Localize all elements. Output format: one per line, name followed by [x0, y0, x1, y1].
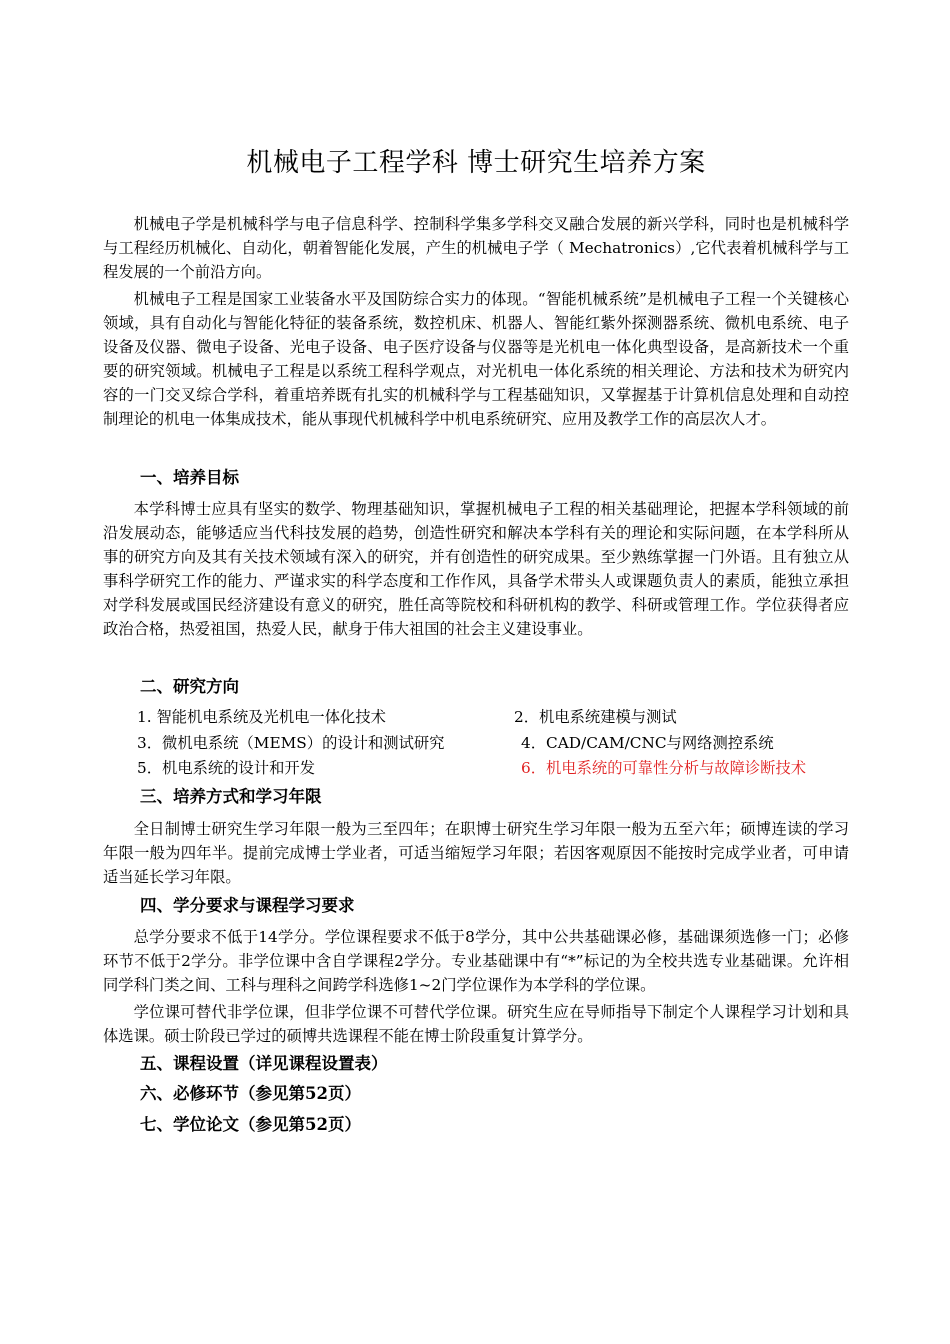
intro-paragraph-1: 机械电子学是机械科学与电子信息科学、控制科学集多学科交叉融合发展的新兴学科，同时也是机械科学与工程经历机械化、自动化，朝着智能化发展，产生的机械电子学（ Mechatronics）,它代表着机械科学与工程发展的一个前沿方向。 [103, 215, 849, 281]
research-direction-item: 1. 智能机电系统及光机电一体化技术 [137, 708, 386, 726]
credit-requirements-paragraph-1: 总学分要求不低于14学分。学位课程要求不低于8学分，其中公共基础课必修，基础课须选修一门；必修环节不低于2学分。非学位课中含自学课程2学分。专业基础课中有“*”标记的为全校共选专业基础课。允许相同学科门类之间、工科与理科之间跨学科选修1~2门学位课作为本学科的学位课。 [103, 928, 849, 994]
training-mode-text: 全日制博士研究生学习年限一般为三至四年；在职博士研究生学习年限一般为五至六年；硕博连读的学习年限一般为四年半。提前完成博士学业者，可适当缩短学习年限；若因客观原因不能按时完成学业者，可申请适当延长学习年限。 [103, 820, 849, 886]
heading-required-components: 六、必修环节（参见第52页） [140, 1084, 361, 1103]
heading-credit-requirements: 四、学分要求与课程学习要求 [140, 896, 355, 915]
credit-requirements-paragraph-2: 学位课可替代非学位课，但非学位课不可替代学位课。研究生应在导师指导下制定个人课程学习计划和具体选课。硕士阶段已学过的硕博共选课程不能在博士阶段重复计算学分。 [103, 1003, 849, 1045]
research-direction-item: 5．机电系统的设计和开发 [137, 759, 315, 777]
research-direction-item-highlighted: 6．机电系统的可靠性分析与故障诊断技术 [521, 759, 807, 777]
heading-research-directions: 二、研究方向 [140, 677, 239, 696]
intro-paragraph-2: 机械电子工程是国家工业装备水平及国防综合实力的体现。“智能机械系统”是机械电子工程一个关键核心领域，具有自动化与智能化特征的装备系统，数控机床、机器人、智能红紫外探测器系统、微机电系统、电子设备及仪器、微电子设备、光电子设备、电子医疗设备与仪器等是光机电一体化典型设备，是高新技术一个重要的研究领域。机械电子工程是以系统工程科学观点，对光机电一体化系统的相关理论、方法和技术为研究内容的一门交叉综合学科，着重培养既有扎实的机械科学与工程基础知识，又掌握基于计算机信息处理和自动控制理论的机电一体集成技术，能从事现代机械科学中机电系统研究、应用及教学工作的高层次人才。 [103, 290, 849, 428]
heading-training-goals: 一、培养目标 [140, 468, 239, 487]
heading-course-settings: 五、课程设置（详见课程设置表） [140, 1054, 388, 1073]
research-direction-item: 3．微机电系统（MEMS）的设计和测试研究 [137, 734, 445, 752]
document-title: 机械电子工程学科 博士研究生培养方案 [246, 148, 706, 178]
research-direction-item: 4．CAD/CAM/CNC与网络测控系统 [521, 734, 774, 752]
research-direction-item: 2．机电系统建模与测试 [514, 708, 677, 726]
heading-dissertation: 七、学位论文（参见第52页） [140, 1115, 361, 1134]
heading-training-mode: 三、培养方式和学习年限 [140, 787, 322, 806]
training-goals-text: 本学科博士应具有坚实的数学、物理基础知识，掌握机械电子工程的相关基础理论，把握本学科领域的前沿发展动态，能够适应当代科技发展的趋势，创造性研究和解决本学科有关的理论和实际问题，在本学科所从事的研究方向及其有关技术领域有深入的研究，并有创造性的研究成果。至少熟练掌握一门外语。且有独立从事科学研究工作的能力、严谨求实的科学态度和工作作风，具备学术带头人或课题负责人的素质，能独立承担对学科发展或国民经济建设有意义的研究，胜任高等院校和科研机构的教学、科研或管理工作。学位获得者应政治合格，热爱祖国，热爱人民，献身于伟大祖国的社会主义建设事业。 [103, 500, 849, 638]
